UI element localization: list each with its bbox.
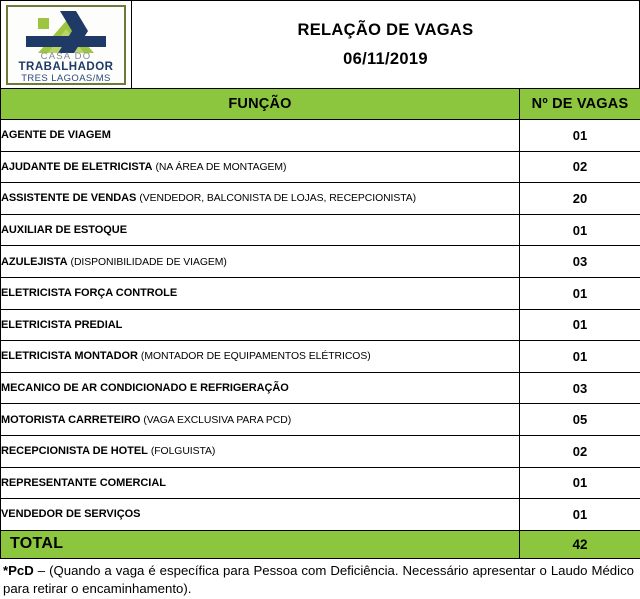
logo-line-cidade: TRES LAGOAS/MS bbox=[8, 73, 124, 84]
row-funcao bbox=[1, 372, 520, 404]
document-banner bbox=[0, 0, 640, 88]
row-funcao bbox=[1, 467, 520, 499]
row-vacancies: 01 bbox=[520, 499, 640, 531]
total-vacancies: 42 bbox=[520, 530, 640, 558]
row-vacancies: 02 bbox=[520, 435, 640, 467]
table-row bbox=[1, 277, 640, 309]
row-funcao bbox=[1, 277, 520, 309]
row-vacancies: 03 bbox=[520, 246, 640, 278]
row-vacancies: 01 bbox=[520, 120, 640, 152]
column-header-funcao: FUNÇÃO bbox=[1, 89, 520, 120]
row-vacancies: 01 bbox=[520, 341, 640, 373]
row-funcao bbox=[1, 151, 520, 183]
table-row bbox=[1, 372, 640, 404]
row-funcao-title: ELETRICISTA MONTADOR bbox=[1, 350, 138, 362]
footnote-text: – (Quando a vaga é específica para Pessoa com Deficiência. Necessário apresentar o Laudo Médico para retirar o encaminhamento). bbox=[3, 563, 634, 597]
table-row bbox=[1, 435, 640, 467]
row-funcao-detail: (VAGA EXCLUSIVA PARA PCD) bbox=[143, 415, 291, 426]
table-row bbox=[1, 499, 640, 531]
table-row bbox=[1, 214, 640, 246]
row-vacancies: 03 bbox=[520, 372, 640, 404]
column-header-vagas: Nº DE VAGAS bbox=[520, 89, 640, 120]
row-funcao-title: AUXILIAR DE ESTOQUE bbox=[1, 224, 127, 236]
row-vacancies: 01 bbox=[520, 277, 640, 309]
total-label: TOTAL bbox=[1, 530, 520, 558]
footnote-marker: *PcD bbox=[3, 563, 34, 578]
table-row bbox=[1, 183, 640, 215]
logo-line-trabalhador: TRABALHADOR bbox=[8, 61, 124, 73]
table-row bbox=[1, 404, 640, 436]
row-funcao bbox=[1, 214, 520, 246]
row-vacancies: 01 bbox=[520, 214, 640, 246]
row-funcao-title: REPRESENTANTE COMERCIAL bbox=[1, 477, 166, 489]
row-funcao-title: RECEPCIONISTA DE HOTEL bbox=[1, 445, 148, 457]
vacancies-table bbox=[0, 88, 640, 559]
casa-do-trabalhador-logo-icon bbox=[8, 9, 124, 57]
row-vacancies: 20 bbox=[520, 183, 640, 215]
footnote bbox=[0, 559, 640, 599]
row-funcao-title: ASSISTENTE DE VENDAS bbox=[1, 192, 136, 204]
table-row bbox=[1, 120, 640, 152]
table-row bbox=[1, 309, 640, 341]
row-funcao-title: AJUDANTE DE ELETRICISTA bbox=[1, 161, 152, 173]
logo-line-casa: CASA DO bbox=[8, 51, 124, 62]
row-funcao-title: MOTORISTA CARRETEIRO bbox=[1, 414, 140, 426]
row-funcao bbox=[1, 246, 520, 278]
row-funcao bbox=[1, 183, 520, 215]
row-funcao bbox=[1, 120, 520, 152]
document-date: 06/11/2019 bbox=[343, 50, 428, 69]
row-funcao bbox=[1, 404, 520, 436]
row-vacancies: 05 bbox=[520, 404, 640, 436]
row-funcao-title: MECANICO DE AR CONDICIONADO E REFRIGERAÇÃO bbox=[1, 382, 289, 394]
table-row bbox=[1, 151, 640, 183]
row-funcao bbox=[1, 499, 520, 531]
logo-box bbox=[6, 5, 126, 85]
row-funcao-title: AZULEJISTA bbox=[1, 256, 68, 268]
row-vacancies: 02 bbox=[520, 151, 640, 183]
table-body bbox=[1, 120, 640, 531]
row-funcao-title: AGENTE DE VIAGEM bbox=[1, 129, 111, 141]
table-row bbox=[1, 467, 640, 499]
row-funcao-detail: (NA ÁREA DE MONTAGEM) bbox=[155, 162, 286, 173]
row-funcao-detail: (VENDEDOR, BALCONISTA DE LOJAS, RECEPCIONISTA) bbox=[139, 193, 416, 204]
row-funcao-detail: (DISPONIBILIDADE DE VIAGEM) bbox=[71, 257, 227, 268]
row-funcao-title: ELETRICISTA FORÇA CONTROLE bbox=[1, 287, 177, 299]
title-cell bbox=[132, 1, 639, 88]
document-title: RELAÇÃO DE VAGAS bbox=[298, 21, 474, 40]
table-header-row bbox=[1, 89, 640, 120]
row-vacancies: 01 bbox=[520, 309, 640, 341]
row-funcao-detail: (MONTADOR DE EQUIPAMENTOS ELÉTRICOS) bbox=[141, 351, 371, 362]
table-row bbox=[1, 341, 640, 373]
logo-cell bbox=[1, 1, 132, 88]
row-funcao bbox=[1, 435, 520, 467]
row-funcao bbox=[1, 341, 520, 373]
row-vacancies: 01 bbox=[520, 467, 640, 499]
row-funcao-detail: (FOLGUISTA) bbox=[151, 446, 216, 457]
row-funcao-title: VENDEDOR DE SERVIÇOS bbox=[1, 508, 140, 520]
table-row bbox=[1, 246, 640, 278]
row-funcao bbox=[1, 309, 520, 341]
table-total-row bbox=[1, 530, 640, 558]
row-funcao-title: ELETRICISTA PREDIAL bbox=[1, 319, 122, 331]
